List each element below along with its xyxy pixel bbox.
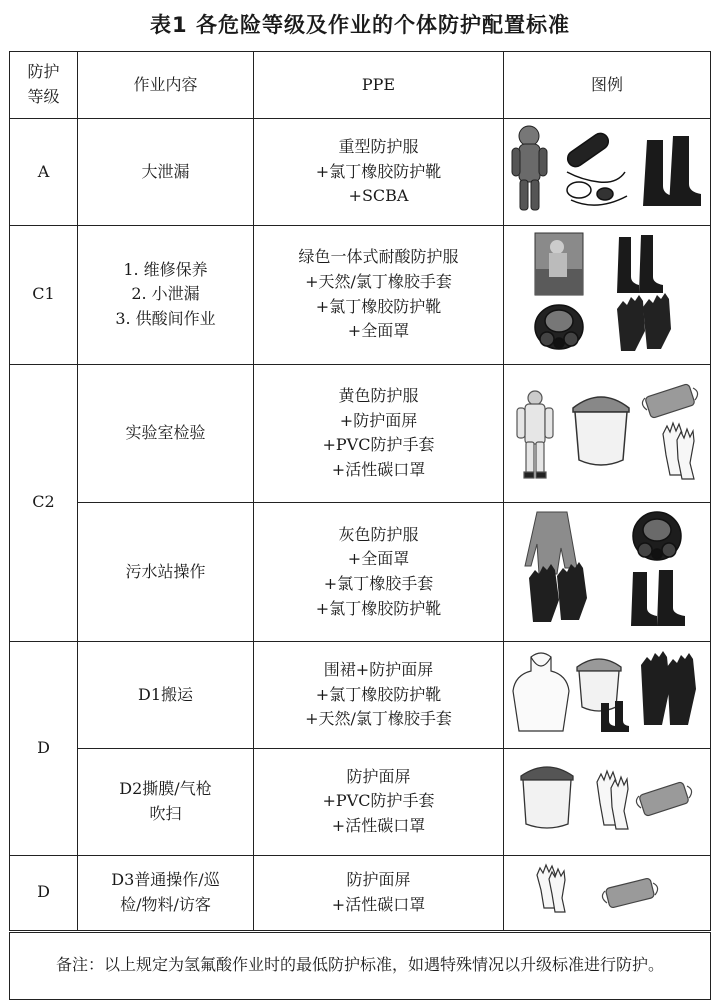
table-row (10, 642, 711, 749)
rubber-gloves-icon (641, 651, 696, 725)
task-cell (78, 642, 254, 749)
ppe-line: +氯丁橡胶防护靴 (315, 684, 442, 704)
table-header-row (10, 52, 711, 119)
table-row (10, 364, 711, 503)
ppe-line: +PVC防护手套 (322, 791, 435, 811)
task-line: D1搬运 (137, 684, 193, 704)
ppe-line: +全面罩 (347, 321, 410, 341)
task-cell (78, 119, 254, 226)
ppe-standard-table (9, 51, 711, 1000)
face-shield-icon (521, 767, 573, 828)
task-cell (78, 503, 254, 642)
face-shield-icon (577, 659, 621, 711)
carbon-mask-icon (636, 781, 691, 816)
ppe-cell (254, 225, 504, 364)
ppe-cell (254, 748, 504, 855)
scba-tank-icon (565, 130, 627, 205)
table-row (10, 119, 711, 226)
carbon-mask-icon (602, 878, 657, 909)
illustration-cell (504, 364, 711, 503)
ppe-line: +天然/氯丁橡胶手套 (305, 709, 452, 729)
illustration-cell (504, 748, 711, 855)
ppe-cell (254, 642, 504, 749)
ppe-line: +防护面屏 (339, 410, 418, 430)
illustration-cell (504, 503, 711, 642)
task-line: 检/物料/访客 (120, 894, 211, 914)
ppe-line: +活性碳口罩 (331, 894, 426, 914)
task-line: D2撕膜/气枪 (119, 779, 212, 799)
table-row (10, 503, 711, 642)
ppe-line: 黄色防护服 (338, 385, 419, 405)
rubber-boots-icon (601, 701, 629, 732)
level-cell: C1 (10, 225, 78, 364)
pvc-gloves-icon (663, 423, 694, 479)
task-cell (78, 225, 254, 364)
illustration-cell (504, 119, 711, 226)
row-a-illustrations (507, 122, 707, 214)
full-face-mask-icon (633, 512, 681, 560)
row-d2-illustrations (507, 752, 707, 844)
illustration-cell (504, 855, 711, 931)
level-cell: D (10, 642, 78, 856)
ppe-cell (254, 503, 504, 642)
ppe-line: +氯丁橡胶防护靴 (315, 296, 442, 316)
task-line: 1. 维修保养 (123, 259, 208, 279)
header-ppe: PPE (254, 52, 504, 119)
row-d1-illustrations (507, 645, 707, 737)
header-task: 作业内容 (78, 52, 254, 119)
task-cell (78, 364, 254, 503)
ppe-line: 绿色一体式耐酸防护服 (298, 247, 459, 267)
ppe-line: +活性碳口罩 (331, 816, 426, 836)
ppe-line: +活性碳口罩 (331, 460, 426, 480)
ppe-line: 防护面屏 (346, 766, 411, 786)
ppe-line: +氯丁橡胶防护靴 (315, 161, 442, 181)
task-cell (78, 855, 254, 931)
level-cell: A (10, 119, 78, 226)
rubber-boots-icon (631, 570, 685, 626)
rubber-gloves-icon (529, 562, 587, 622)
table-note: 备注：以上规定为氢氟酸作业时的最低防护标准，如遇特殊情况以升级标准进行防护。 (10, 931, 711, 999)
row-c1-illustrations (507, 229, 707, 353)
illustration-cell (504, 225, 711, 364)
pvc-gloves-icon (537, 865, 565, 912)
level-cell: C2 (10, 364, 78, 642)
ppe-line: 防护面屏 (346, 869, 411, 889)
rubber-gloves-icon (617, 293, 671, 351)
acid-suit-photo-icon (535, 233, 583, 295)
ppe-line: +PVC防护手套 (322, 435, 435, 455)
table-title: 表1 各危险等级及作业的个体防护配置标准 (150, 13, 570, 37)
apron-icon (513, 653, 569, 731)
ppe-cell (254, 364, 504, 503)
illustration-cell (504, 642, 711, 749)
table-row (10, 225, 711, 364)
ppe-line: 重型防护服 (338, 136, 419, 156)
ppe-line: +SCBA (348, 186, 409, 206)
header-level-line: 防护 (27, 62, 60, 82)
task-line: 2. 小泄漏 (131, 284, 200, 304)
task-cell (78, 748, 254, 855)
face-shield-icon (573, 397, 629, 465)
row-c2a-illustrations (507, 368, 707, 492)
rubber-boots-icon (617, 235, 663, 293)
row-c2b-illustrations (507, 506, 707, 630)
row-d3-illustrations (507, 859, 707, 919)
ppe-line: 围裙+防护面屏 (323, 659, 434, 679)
ppe-line: +氯丁橡胶防护靴 (315, 599, 442, 619)
level-cell: D (10, 855, 78, 931)
ppe-line: +天然/氯丁橡胶手套 (305, 271, 452, 291)
task-line: D3普通操作/巡 (111, 869, 220, 889)
hazmat-suit-icon (512, 126, 547, 210)
carbon-mask-icon (642, 383, 697, 418)
task-line: 3. 供酸间作业 (115, 309, 216, 329)
ppe-cell (254, 119, 504, 226)
ppe-cell (254, 855, 504, 931)
table-row (10, 748, 711, 855)
full-face-mask-icon (535, 305, 583, 349)
ppe-line: +氯丁橡胶手套 (323, 574, 434, 594)
task-line: 实验室检验 (125, 423, 206, 443)
task-line: 吹扫 (149, 803, 182, 823)
task-line: 污水站操作 (125, 561, 206, 581)
header-level (10, 52, 78, 119)
rubber-boots-icon (643, 136, 701, 206)
header-level-line: 等级 (27, 87, 60, 106)
task-line: 大泄漏 (141, 161, 190, 181)
pvc-gloves-icon (597, 771, 628, 829)
header-img: 图例 (504, 52, 711, 119)
coverall-icon (517, 391, 553, 478)
ppe-line: +全面罩 (347, 549, 410, 569)
note-row (10, 931, 711, 999)
ppe-line: 灰色防护服 (338, 524, 419, 544)
table-row (10, 855, 711, 931)
